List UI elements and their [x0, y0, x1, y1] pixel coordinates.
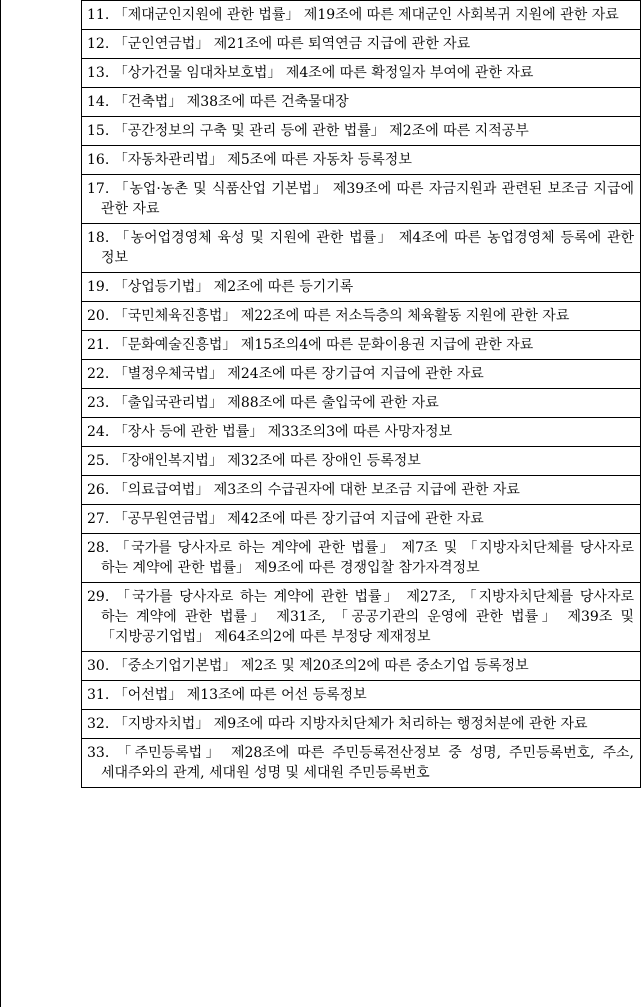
table-cell	[82, 583, 641, 652]
table-row	[82, 175, 641, 224]
list-item-text: 11. 「제대군인지원에 관한 법률」 제19조에 따른 제대군인 사회복귀 지원에 관한 자료	[87, 7, 619, 23]
table-row	[82, 418, 641, 447]
table-cell	[82, 1, 641, 30]
list-item-text: 23. 「출입국관리법」 제88조에 따른 출입국에 관한 자료	[87, 395, 439, 411]
table-row	[82, 331, 641, 360]
document-table-body	[82, 1, 641, 788]
document-table	[81, 0, 641, 788]
table-cell	[82, 739, 641, 788]
table-cell	[82, 476, 641, 505]
list-item-text: 15. 「공간정보의 구축 및 관리 등에 관한 법률」 제2조에 따른 지적공부	[87, 123, 529, 139]
list-item-text: 22. 「별정우체국법」 제24조에 따른 장기급여 지급에 관한 자료	[87, 366, 484, 382]
table-row	[82, 1, 641, 30]
table-cell	[82, 418, 641, 447]
table-cell	[82, 59, 641, 88]
list-item-text: 20. 「국민체육진흥법」 제22조에 따른 저소득층의 체육활동 지원에 관한 자료	[87, 308, 570, 324]
list-item-text: 24. 「장사 등에 관한 법률」 제33조의3에 따른 사망자정보	[87, 424, 453, 440]
table-cell	[82, 534, 641, 583]
table-row	[82, 710, 641, 739]
table-cell	[82, 88, 641, 117]
table-cell	[82, 331, 641, 360]
table-row	[82, 583, 641, 652]
list-item-text: 31. 「어선법」 제13조에 따른 어선 등록정보	[87, 687, 367, 703]
list-item-text: 19. 「상업등기법」 제2조에 따른 등기기록	[87, 279, 354, 295]
table-row	[82, 681, 641, 710]
list-item-text: 28. 「국가를 당사자로 하는 계약에 관한 법률」 제7조 및 「지방자치단체를 당사자로 하는 계약에 관한 법률」 제9조에 따른 경쟁입찰 참가자격정보	[87, 540, 634, 576]
table-row	[82, 146, 641, 175]
table-cell	[82, 117, 641, 146]
table-cell	[82, 224, 641, 273]
left-border-rule	[0, 0, 1, 1007]
table-row	[82, 30, 641, 59]
table-cell	[82, 30, 641, 59]
list-item-text: 18. 「농어업경영체 육성 및 지원에 관한 법률」 제4조에 따른 농업경영체 등록에 관한 정보	[87, 230, 634, 266]
table-row	[82, 302, 641, 331]
table-cell	[82, 273, 641, 302]
table-row	[82, 59, 641, 88]
table-cell	[82, 505, 641, 534]
table-row	[82, 88, 641, 117]
table-cell	[82, 681, 641, 710]
table-row	[82, 739, 641, 788]
table-cell	[82, 360, 641, 389]
table-row	[82, 389, 641, 418]
list-item-text: 14. 「건축법」 제38조에 따른 건축물대장	[87, 94, 349, 110]
table-row	[82, 447, 641, 476]
list-item-text: 17. 「농업·농촌 및 식품산업 기본법」 제39조에 따른 자금지원과 관련된 보조금 지급에 관한 자료	[87, 181, 634, 217]
list-item-text: 25. 「장애인복지법」 제32조에 따른 장애인 등록정보	[87, 453, 421, 469]
table-row	[82, 117, 641, 146]
list-item-text: 12. 「군인연금법」 제21조에 따른 퇴역연금 지급에 관한 자료	[87, 36, 471, 52]
table-cell	[82, 302, 641, 331]
table-row	[82, 360, 641, 389]
list-item-text: 13. 「상가건물 임대차보호법」 제4조에 따른 확정일자 부여에 관한 자료	[87, 65, 534, 81]
table-cell	[82, 447, 641, 476]
table-cell	[82, 146, 641, 175]
list-item-text: 27. 「공무원연금법」 제42조에 따른 장기급여 지급에 관한 자료	[87, 511, 484, 527]
table-row	[82, 534, 641, 583]
list-item-text: 26. 「의료급여법」 제3조의 수급권자에 대한 보조금 지급에 관한 자료	[87, 482, 520, 498]
table-cell	[82, 389, 641, 418]
list-item-text: 30. 「중소기업기본법」 제2조 및 제20조의2에 따른 중소기업 등록정보	[87, 658, 529, 674]
list-item-text: 33. 「주민등록법」 제28조에 따른 주민등록전산정보 중 성명, 주민등록번호, 주소, 세대주와의 관계, 세대원 성명 및 세대원 주민등록번호	[87, 745, 634, 781]
table-cell	[82, 710, 641, 739]
list-item-text: 16. 「자동차관리법」 제5조에 따른 자동차 등록정보	[87, 152, 412, 168]
table-row	[82, 273, 641, 302]
table-row	[82, 652, 641, 681]
table-row	[82, 224, 641, 273]
table-cell	[82, 175, 641, 224]
table-row	[82, 505, 641, 534]
list-item-text: 32. 「지방자치법」 제9조에 따라 지방자치단체가 처리하는 행정처분에 관한 자료	[87, 716, 588, 732]
table-cell	[82, 652, 641, 681]
list-item-text: 21. 「문화예술진흥법」 제15조의4에 따른 문화이용권 지급에 관한 자료	[87, 337, 534, 353]
list-item-text: 29. 「국가를 당사자로 하는 계약에 관한 법률」 제27조, 「지방자치단체를 당사자로 하는 계약에 관한 법률」 제31조, 「공공기관의 운영에 관한 법률」 제39조 및 「지방공기업법」 제64조의2에 따른 부정당 제재정보	[87, 589, 634, 645]
table-row	[82, 476, 641, 505]
